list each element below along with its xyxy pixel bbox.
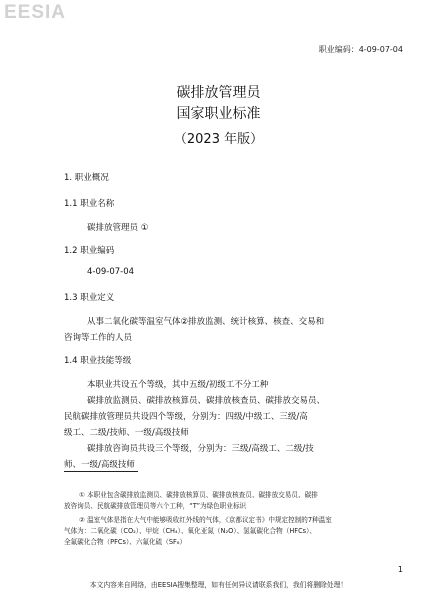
footnote-1-line-2: 放咨询员、民航碳排放管理员等六个工种，“T”为绿色职业标识 [64,502,247,510]
section-1-4-paragraph-3-line-1: 碳排放咨询员共设三个等级，分别为：三级/高级工、二级/技 [87,444,314,454]
section-1-4-paragraph-1: 本职业共设五个等级，其中五级/初级工不分工种 [87,380,269,390]
section-1-4-paragraph-2-line-2: 民航碳排放管理员共设四个等级，分别为：四级/中级工、三级/高 [64,412,308,422]
section-1-3-heading: 1.3 职业定义 [64,293,115,303]
section-1-4-paragraph-3-line-2: 师、一级/高级技师 [64,460,135,470]
section-1-4-heading: 1.4 职业技能等级 [64,356,132,366]
section-1-1-text: 碳排放管理员 ① [87,223,149,233]
section-1-4-paragraph-2-line-1: 碳排放监测员、碳排放核算员、碳排放核查员、碳排放交易员、 [87,396,326,406]
section-1-2-text: 4-09-07-04 [87,267,135,277]
section-1-3-text-line-2: 咨询等工作的人员 [64,333,133,343]
title-line-2: 国家职业标准 [176,106,261,122]
footnote-divider [64,471,138,472]
title-line-1: 碳排放管理员 [176,85,261,101]
footnote-2-line-1: ② 温室气体是指在大气中能够吸收红外线的气体，《京都议定书》中规定控制的7种温室 [79,516,332,524]
section-1-3-text-line-1: 从事二氧化碳等温室气体②排放监测、统计核算、核查、交易和 [87,317,325,327]
title-line-3: （2023 年版） [173,132,264,147]
section-1-4-paragraph-2-line-3: 级工、二级/技师、一级/高级技师 [64,428,189,438]
section-1-heading: 1. 职业概况 [64,173,109,183]
footnote-2-line-3: 全氟碳化合物（PFCs）、六氟化硫（SF₆） [64,538,187,546]
page-number: 1 [397,565,403,574]
section-1-1-heading: 1.1 职业名称 [64,199,115,209]
occupation-code: 职业编码：4-09-07-04 [318,45,403,54]
section-1-2-heading: 1.2 职业编码 [64,246,115,256]
footnote-1-line-1: ① 本职业包含碳排放监测员、碳排放核算员、碳排放核查员、碳排放交易员、碳排 [79,491,318,499]
footnote-2-line-2: 气体为：二氧化碳（CO₂）、甲烷（CH₄）、氧化亚氮（N₂O）、氢氟碳化合物（HFCs）、 [64,527,316,535]
eesia-logo: EESIA [4,2,67,23]
footer-notice: 本文内容来自网络，由EESIA搜集整理，如有任何异议请联系我们，我们将删除处理！ [89,581,348,589]
